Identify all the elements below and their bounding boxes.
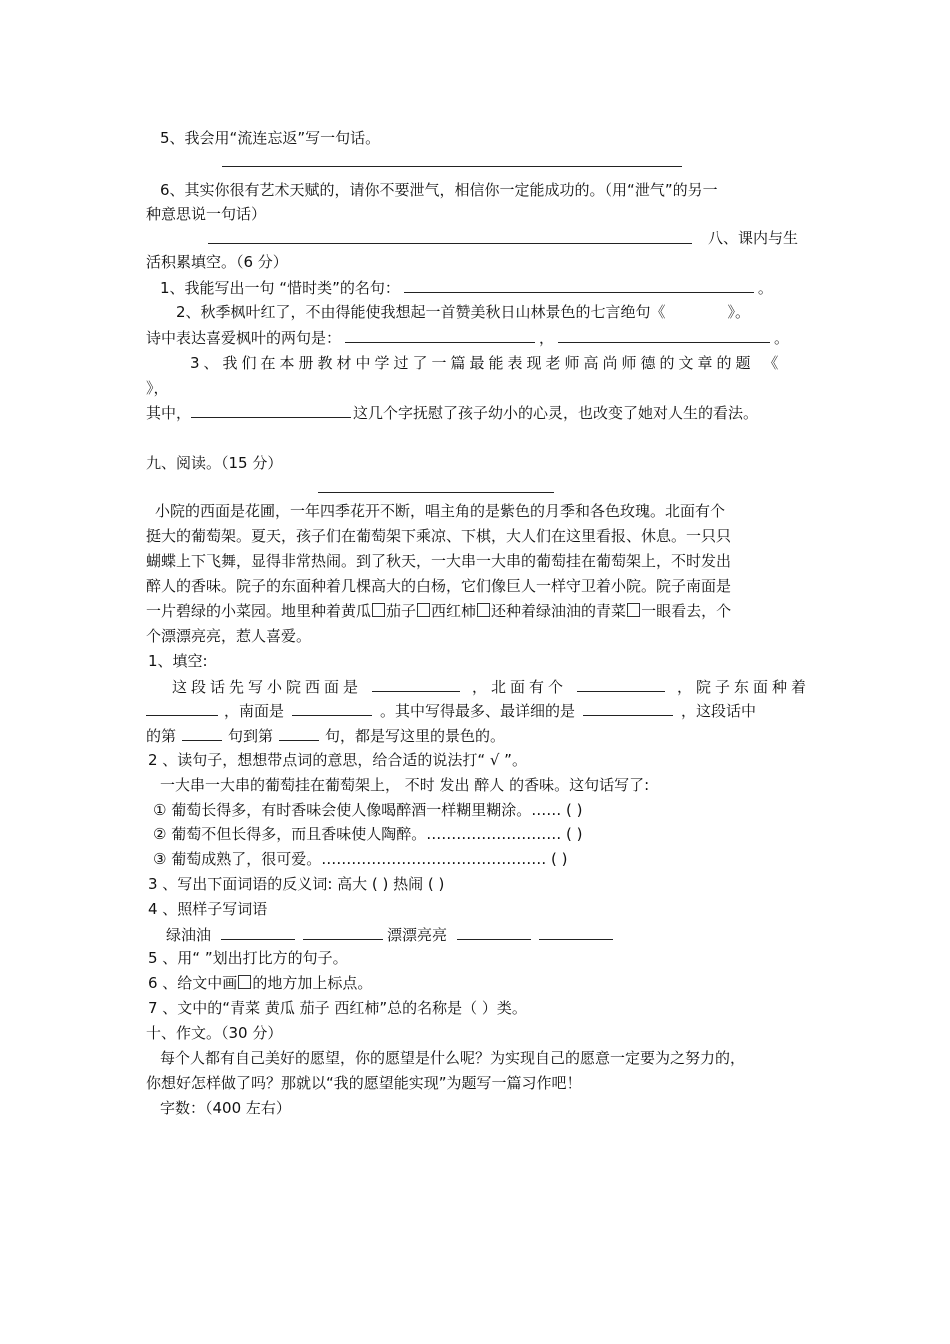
essay-prompt-line2: 你想好怎样做了吗？那就以“我的愿望能实现”为题写一篇习作吧！ (146, 1074, 582, 1092)
essay-prompt-line1: 每个人都有自己美好的愿望，你的愿望是什么呢？为实现自己的愿意一定要为之努力的， (160, 1049, 746, 1067)
blank-line (279, 725, 319, 741)
section-9-heading: 九、阅读。（15 分） (146, 454, 283, 472)
punctuation-box (627, 603, 640, 617)
passage-line-5: 一片碧绿的小菜园。地里种着黄瓜 茄子 西红柿 还种着绿油油的青菜 一眼看去，个 (146, 602, 732, 620)
question-5: 5、我会用“流连忘返”写一句话。 (160, 129, 381, 147)
item-8-3-close: 》， (146, 379, 169, 397)
option-2: ② 葡萄不但长得多，而且香味使人陶醉。……………………… ( ) (153, 825, 583, 843)
blank-line (583, 700, 673, 716)
option-1: ① 葡萄长得多，有时香味会使人像喝醉酒一样糊里糊涂。…… ( ) (153, 801, 583, 819)
section-8-heading-part1: 八、课内与生 (708, 229, 799, 247)
punctuation-box (238, 975, 251, 989)
item-8-1: 1、我能写出一句 “惜时类”的名句： 。 (160, 279, 773, 297)
question-6-line2: 种意思说一句话） (146, 205, 267, 223)
blank-line (303, 924, 383, 940)
passage-line-4: 醉人的香味。院子的东面种着几棵高大的白杨，它们像巨人一样守卫着小院。院子南面是 (146, 577, 732, 595)
blank-line (539, 924, 613, 940)
passage-line-1: 小院的西面是花圃，一年四季花开不断，唱主角的是紫色的月季和各色玫瑰。北面有个 (155, 502, 726, 520)
word-count: 字数：（400 左右） (160, 1099, 291, 1117)
blank-line (182, 725, 222, 741)
item-8-2-poem-lines: 诗中表达喜爱枫叶的两句是： ， 。 (146, 329, 790, 347)
reading-q6: 6 、给文中画 的地方加上标点。 (148, 974, 373, 992)
reading-q1-line2: ，南面是 。其中写得最多、最详细的是 ，这段话中 (146, 700, 756, 721)
title-line (318, 492, 554, 493)
punctuation-box (372, 603, 385, 617)
answer-line (222, 166, 682, 167)
item-8-3-line2: 其中， 这几个字抚慰了孩子幼小的心灵，也改变了她对人生的看法。 (146, 404, 759, 422)
blank-line (345, 327, 535, 343)
blank-line (577, 676, 665, 692)
blank-line (146, 700, 218, 716)
punctuation-box (477, 603, 490, 617)
reading-q2: 2 、读句子，想想带点词的意思，给合适的说法打“ √ ”。 (148, 751, 527, 769)
punctuation-box (417, 603, 430, 617)
reading-q5: 5 、用“ ”划出打比方的句子。 (148, 949, 348, 967)
reading-q3: 3 、写出下面词语的反义词: 高大 ( ) 热闹 ( ) (148, 875, 445, 893)
blank-line (404, 277, 754, 293)
blank-line (558, 327, 770, 343)
blank-line (457, 924, 531, 940)
passage-line-6: 个漂漂亮亮，惹人喜爱。 (146, 627, 312, 645)
blank-line (221, 924, 295, 940)
passage-line-2: 挺大的葡萄架。夏天，孩子们在葡萄架下乘凉、下棋，大人们在这里看报、休息。一只只 (146, 527, 732, 545)
reading-q1-line1: 这段话先写小院西面是 ，北面有个 ，院子东面种着 (172, 678, 811, 696)
section-8-heading-part2: 活积累填空。（6 分） (146, 253, 288, 271)
reading-q4-words: 绿油油 漂漂亮亮 (166, 924, 617, 945)
reading-q1-line3: 的第 句到第 句，都是写这里的景色的。 (146, 727, 506, 745)
blank-line (191, 402, 351, 418)
blank-line (372, 676, 460, 692)
reading-q7: 7 、文中的“青菜 黄瓜 茄子 西红柿”总的名称是（ ）类。 (148, 999, 527, 1017)
item-8-3: 3、我们在本册教材中学过了一篇最能表现老师高尚师德的文章的题 《 (190, 354, 783, 372)
reading-q4: 4 、照样子写词语 (148, 900, 268, 918)
option-3: ③ 葡萄成熟了，很可爱。……………………………………… ( ) (153, 850, 568, 868)
blank-line (292, 700, 372, 716)
section-10-heading: 十、作文。（30 分） (146, 1024, 283, 1042)
question-6-line1: 6、其实你很有艺术天赋的，请你不要泄气，相信你一定能成功的。（用“泄气”的另一 (160, 181, 718, 199)
reading-q1: 1、填空: (148, 652, 208, 670)
item-8-2: 2、秋季枫叶红了，不由得能使我想起一首赞美秋日山林景色的七言绝句《 》。 (176, 303, 751, 321)
answer-line (208, 243, 692, 244)
reading-q2-sentence: 一大串一大串的葡萄挂在葡萄架上， 不时 发出 醉人 的香味。这句话写了: (160, 776, 650, 794)
passage-line-3: 蝴蝶上下飞舞，显得非常热闹。到了秋天，一大串一大串的葡萄挂在葡萄架上，不时发出 (146, 552, 732, 570)
